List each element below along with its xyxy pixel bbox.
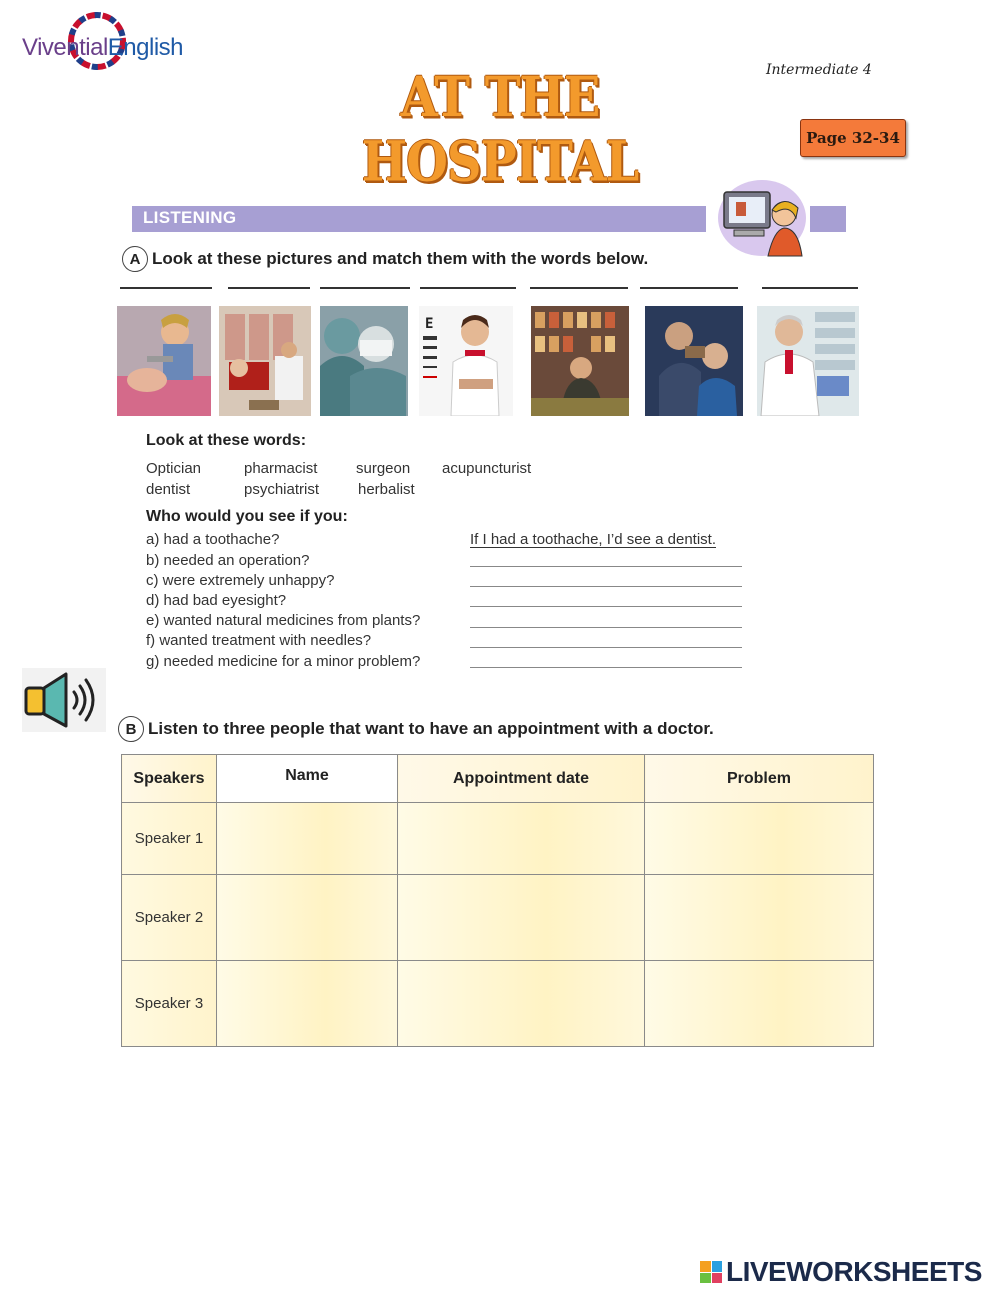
level-label: Intermediate 4 [766, 62, 872, 78]
speaker-3-label: Speaker 3 [122, 961, 217, 1047]
audio-speaker-icon[interactable] [22, 668, 106, 732]
page-title: AT THE HOSPITAL [361, 65, 639, 195]
section-a-instruction: Look at these pictures and match them with the words below. [152, 249, 649, 268]
computer-person-icon [714, 178, 806, 260]
table-row [122, 961, 874, 1047]
question-f: f) wanted treatment with needles? [146, 632, 372, 649]
word-optician: Optician [146, 460, 202, 477]
speaker-1-name-cell[interactable] [217, 803, 398, 875]
question-b: b) needed an operation? [146, 552, 310, 569]
example-answer: If I had a toothache, I’d see a dentist. [470, 531, 716, 548]
liveworksheets-logo [700, 1256, 982, 1288]
speaker-3-date-cell[interactable] [398, 961, 645, 1047]
photo-herbalist [531, 306, 629, 416]
answer-blank-4[interactable] [420, 287, 516, 289]
photo-dentist [117, 306, 211, 416]
words-heading: Look at these words: [146, 432, 307, 449]
table-row [122, 875, 874, 961]
table-header-row [122, 755, 874, 803]
speaker-1-date-cell[interactable] [398, 803, 645, 875]
liveworksheets-icon [700, 1261, 722, 1283]
appointment-table [121, 754, 874, 1047]
question-c: c) were extremely unhappy? [146, 572, 335, 589]
photo-optician [419, 306, 513, 416]
word-surgeon: surgeon [356, 460, 411, 477]
listening-bar-end [810, 206, 846, 232]
photo-psychiatrist [645, 306, 743, 416]
answer-line-e[interactable] [470, 627, 742, 628]
svg-text:E: E [425, 316, 434, 332]
header-name: Name [217, 755, 398, 803]
answer-blank-1[interactable] [120, 287, 212, 289]
liveworksheets-brand: LIVEWORKSHEETS [726, 1256, 982, 1287]
speaker-2-problem-cell[interactable] [645, 875, 874, 961]
question-a: a) had a toothache? [146, 531, 280, 548]
listening-label: LISTENING [143, 208, 237, 227]
word-dentist: dentist [146, 481, 191, 498]
answer-line-f[interactable] [470, 647, 742, 648]
speaker-2-name-cell[interactable] [217, 875, 398, 961]
logo [22, 34, 183, 62]
question-g: g) needed medicine for a minor problem? [146, 653, 421, 670]
question-d: d) had bad eyesight? [146, 592, 287, 609]
answer-blank-3[interactable] [320, 287, 410, 289]
word-acupuncturist: acupuncturist [442, 460, 532, 477]
header-speakers: Speakers [122, 755, 217, 803]
word-psychiatrist: psychiatrist [244, 481, 320, 498]
answer-blank-2[interactable] [228, 287, 310, 289]
speaker-1-label: Speaker 1 [122, 803, 217, 875]
table-row [122, 803, 874, 875]
speaker-2-label: Speaker 2 [122, 875, 217, 961]
section-a-badge: A [122, 246, 148, 272]
answer-line-d[interactable] [470, 606, 742, 607]
header-problem: Problem [645, 755, 874, 803]
section-b-badge: B [118, 716, 144, 742]
logo-part-vivential: Vivential [22, 34, 108, 61]
word-herbalist: herbalist [358, 481, 415, 498]
answer-line-b[interactable] [470, 566, 742, 567]
photo-surgeon [320, 306, 408, 416]
answer-blank-7[interactable] [762, 287, 858, 289]
answer-blank-5[interactable] [530, 287, 628, 289]
answer-line-c[interactable] [470, 586, 742, 587]
page-badge: Page 32-34 [800, 119, 906, 157]
answer-blank-6[interactable] [640, 287, 738, 289]
section-b-instruction: Listen to three people that want to have an appointment with a doctor. [148, 719, 714, 738]
speaker-2-date-cell[interactable] [398, 875, 645, 961]
logo-part-english: English [107, 34, 183, 61]
photo-acupuncturist [219, 306, 311, 416]
speaker-3-name-cell[interactable] [217, 961, 398, 1047]
header-appointment-date: Appointment date [398, 755, 645, 803]
questions-heading: Who would you see if you: [146, 508, 348, 525]
speaker-3-problem-cell[interactable] [645, 961, 874, 1047]
word-pharmacist: pharmacist [244, 460, 318, 477]
answer-line-g[interactable] [470, 667, 742, 668]
speaker-1-problem-cell[interactable] [645, 803, 874, 875]
question-e: e) wanted natural medicines from plants? [146, 612, 421, 629]
photo-pharmacist [757, 306, 859, 416]
